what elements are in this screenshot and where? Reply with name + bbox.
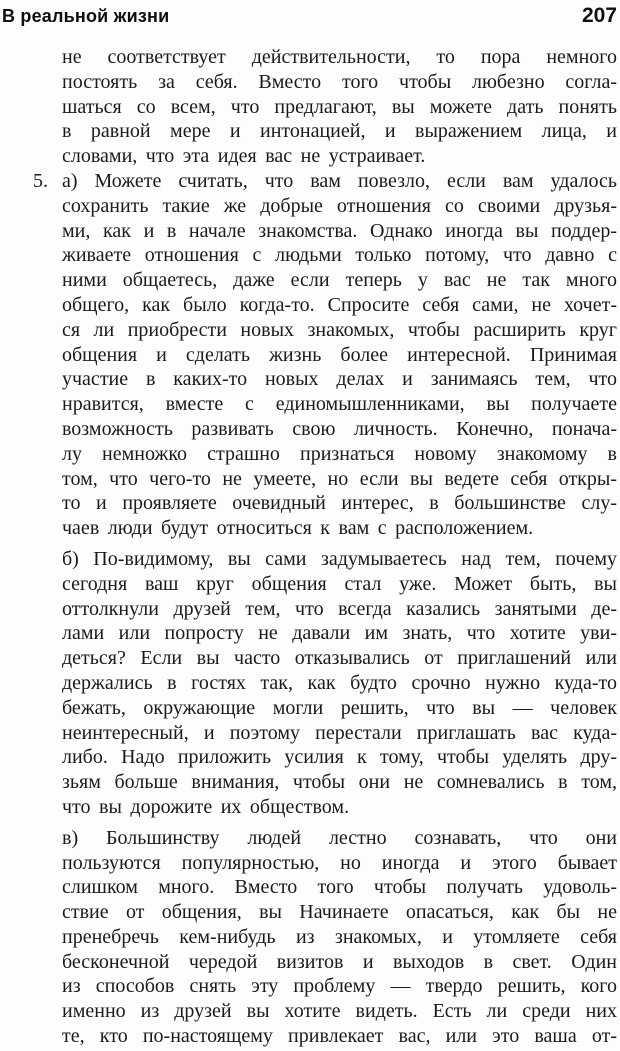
text-line: пользуются популярностью, но иногда и этого бывает <box>62 851 617 874</box>
text-line: в) Большинству людей лестно сознавать, что они <box>62 826 617 849</box>
text-line: что вы дорожите их обществом. <box>62 795 350 818</box>
text-line: живаете отношения с людьми только потому, что давно с <box>62 244 617 267</box>
text-line: постоять за себя. Вместо того чтобы любезно согла- <box>62 70 617 93</box>
text-line: пренебречь кем-нибудь из знакомых, и утомляете себя <box>62 925 617 948</box>
text-line: возможность развивать свою личность. Конечно, понача- <box>62 417 617 440</box>
text-line: ствие от общения, вы Начинаете опасаться, как бы не <box>62 901 617 924</box>
text-line: зьям больше внимания, чтобы они не сомневались в том, <box>62 771 617 794</box>
text-line: сохранить такие же добрые отношения со своими друзья- <box>62 194 617 217</box>
text-line: деться? Если вы часто отказывались от приглашений или <box>62 647 617 670</box>
text-line: лами или попросту не давали им знать, что хотите уви- <box>62 622 617 645</box>
text-line: сегодня ваш круг общения стал уже. Может быть, вы <box>62 572 617 595</box>
text-line: слишком много. Вместо того чтобы получать удоволь- <box>62 876 617 899</box>
text-line: в равной мере и интонацией, и выражением лица, и <box>62 120 617 143</box>
list-item-5 <box>33 169 617 541</box>
text-line: либо. Надо приложить усилия к тому, чтобы уделять дру- <box>62 746 617 769</box>
text-line: общения и сделать жизнь более интересной. Принимая <box>62 343 617 366</box>
text-line: ми, как и в начале знакомства. Однако иногда вы поддер- <box>62 219 617 242</box>
page-body <box>33 45 617 1049</box>
text-line: б) По-видимому, вы сами задумываетесь над тем, почему <box>62 547 617 570</box>
text-line: оттолкнули друзей тем, что всегда казались занятыми де- <box>62 597 617 620</box>
running-title: В реальной жизни <box>2 6 170 26</box>
text-line: из способов снять эту проблему — твердо решить, кого <box>62 975 617 998</box>
text-line: не соответствует действительности, то пора немного <box>62 46 617 68</box>
text-line: неинтересный, и поэтому перестали приглашать вас куда- <box>62 721 617 744</box>
text-line: а) Можете считать, что вам повезло, если вам удалось <box>62 169 617 192</box>
text-line: участие в каких-то новых делах и занимаясь тем, что <box>62 368 617 391</box>
paragraph-b <box>62 547 617 820</box>
text-line: том, что чего-то не умеете, но если вы ведете себя откры- <box>62 467 617 490</box>
text-line: словами, что эта идея вас не устраивает. <box>62 145 426 168</box>
text-line: держались в гостях так, как будто срочно нужно куда-то <box>62 671 617 694</box>
text-line: общего, как было когда-то. Спросите себя сами, не хочет- <box>62 293 617 316</box>
list-number: 5. <box>33 169 48 192</box>
paragraph-v <box>62 826 617 1049</box>
page-header <box>2 4 617 28</box>
text-line: бесконечной чередой визитов и выходов в свет. Один <box>62 950 617 973</box>
page-number: 207 <box>581 4 617 27</box>
text-line: те, кто по-настоящему привлекает вас, или это ваша от- <box>62 1025 617 1048</box>
text-line: то и проявляете очевидный интерес, в большинстве слу- <box>62 492 617 515</box>
list-item-5-text <box>62 169 617 541</box>
text-line: шаться со всем, что предлагают, вы можете дать понять <box>62 95 617 118</box>
paragraph-intro <box>62 45 617 169</box>
text-line: ся ли приобрести новых знакомых, чтобы расширить круг <box>62 318 617 341</box>
text-line: бежать, окружающие могли решить, что вы — человек <box>62 696 617 719</box>
text-line: именно из друзей вы хотите видеть. Есть ли среди них <box>62 1000 617 1023</box>
text-line: ними общаетесь, даже если теперь у вас не так много <box>62 269 617 292</box>
text-line: чаев люди будут относиться к вам с расположением. <box>62 517 534 540</box>
text-line: лу немножко страшно признаться новому знакомому в <box>62 442 617 465</box>
text-line: нравится, вместе с единомышленниками, вы получаете <box>62 393 617 416</box>
